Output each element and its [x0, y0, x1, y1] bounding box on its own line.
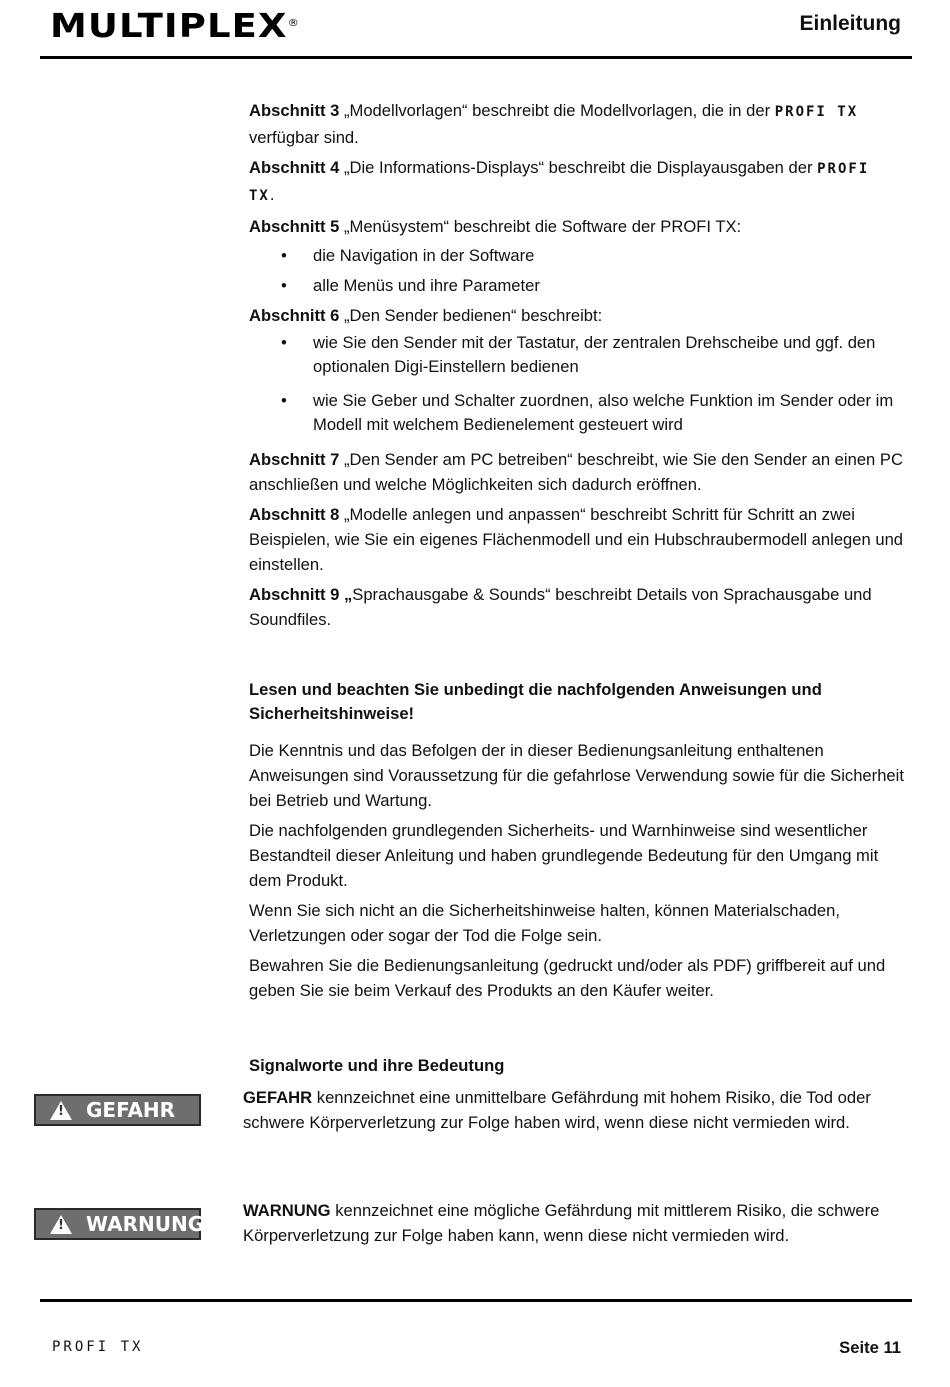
section-text: „Den Sender am PC betreiben“ beschreibt, wie Sie den Sender an einen PC anschließen und welche Möglichkeiten sich dadurch eröffnen.: [249, 450, 903, 494]
section-label: Abschnitt 5: [249, 217, 340, 236]
section-4: [249, 155, 904, 209]
safety-paragraph: Die nachfolgenden grundlegenden Sicherheits- und Warnhinweise sind wesentlicher Bestandteil dieser Anleitung und haben grundlegende Bedeutung für den Umgang mit dem Produkt.: [249, 821, 879, 890]
section-overview: [249, 98, 904, 1008]
gefahr-badge: [34, 1094, 201, 1126]
section-6: [249, 303, 904, 328]
safety-heading: Lesen und beachten Sie unbedingt die nachfolgenden Anweisungen und Sicherheitshinweise!: [249, 680, 822, 723]
section-text: „Modelle anlegen und anpassen“ beschreibt Schritt für Schritt an zwei Beispielen, wie Sie ein eigenes Flächenmodell und ein Hubschraubermodell anlegen und einstellen.: [249, 505, 904, 574]
footer-product: PROFI TX: [52, 1339, 144, 1355]
badge-label: GEFAHR: [86, 1098, 176, 1122]
logo-text: MULTIPLEX: [50, 6, 288, 45]
signal-word: GEFAHR: [243, 1088, 313, 1107]
registered-mark: ®: [287, 18, 300, 29]
section-text: Sprachausgabe & Sounds: [352, 585, 546, 604]
section-label: Abschnitt 3: [249, 101, 340, 120]
section-text-end: verfügbar sind.: [249, 128, 359, 147]
section-text: „Den Sender bedienen“ beschreibt:: [339, 306, 603, 325]
section-text: „Die Informations-Displays“ beschreibt die Displayausgaben der: [339, 158, 818, 177]
signal-text: kennzeichnet eine unmittelbare Gefährdung mit hohem Risiko, die Tod oder schwere Körperverletzung zur Folge haben wird, wenn diese nicht vermieden wird.: [243, 1088, 871, 1132]
safety-paragraph: Bewahren Sie die Bedienungsanleitung (gedruckt und/oder als PDF) griffbereit auf und geben Sie sie beim Verkauf des Produkts an den Käufer weiter.: [249, 956, 886, 1000]
section-text-end: .: [269, 185, 275, 204]
section-label: Abschnitt 7: [249, 450, 340, 469]
page-number: Seite 11: [839, 1338, 901, 1357]
page-title: Einleitung: [799, 12, 901, 35]
section-9: [249, 582, 904, 632]
brand-name: PROFI TX: [249, 161, 870, 204]
section-5-bullets: [249, 243, 904, 298]
list-item: • die Navigation in der Software: [249, 243, 904, 268]
section-label: Abschnitt 8: [249, 505, 340, 524]
section-label: Abschnitt 4: [249, 158, 340, 177]
header-rule: [40, 56, 912, 59]
gefahr-description: [243, 1085, 905, 1135]
safety-paragraph: Die Kenntnis und das Befolgen der in dieser Bedienungsanleitung enthaltenen Anweisungen sind Voraussetzung für die gefahrlose Verwendung sowie für die Sicherheit bei Betrieb und Wartung.: [249, 741, 904, 810]
section-label: Abschnitt 9 „: [249, 585, 353, 604]
list-item: • alle Menüs und ihre Parameter: [249, 273, 904, 298]
signal-text: kennzeichnet eine mögliche Gefährdung mit mittlerem Risiko, die schwere Körperverletzung zur Folge haben kann, wenn diese nicht vermieden wird.: [243, 1201, 880, 1245]
section-6-bullets: [249, 331, 904, 437]
signals-heading: Signalworte und ihre Bedeutung: [249, 1056, 505, 1075]
section-5: [249, 214, 904, 239]
footer-rule: [40, 1299, 912, 1302]
warnung-description: [243, 1198, 905, 1248]
signal-word: WARNUNG: [243, 1201, 331, 1220]
multiplex-logo: [50, 8, 300, 44]
warning-triangle-icon: !: [50, 1101, 72, 1120]
section-text: „Menüsystem“ beschreibt die Software der PROFI TX:: [339, 217, 742, 236]
list-item: • wie Sie den Sender mit der Tastatur, der zentralen Drehscheibe und ggf. den optionalen Digi-Einstellern bedienen: [249, 331, 904, 379]
warnung-badge: [34, 1208, 205, 1240]
brand-name: PROFI TX: [774, 104, 859, 120]
section-text: „Modellvorlagen“ beschreibt die Modellvorlagen, die in der: [339, 101, 775, 120]
safety-paragraph: Wenn Sie sich nicht an die Sicherheitshinweise halten, können Materialschaden, Verletzungen oder sogar der Tod die Folge sein.: [249, 901, 840, 945]
section-8: [249, 502, 904, 577]
list-item: • wie Sie Geber und Schalter zuordnen, also welche Funktion im Sender oder im Modell mit welchem Bedienelement gesteuert wird: [249, 389, 904, 437]
section-7: [249, 447, 904, 497]
section-3: [249, 98, 904, 150]
warning-triangle-icon: !: [50, 1215, 72, 1234]
badge-label: WARNUNG: [86, 1212, 205, 1236]
section-label: Abschnitt 6: [249, 306, 340, 325]
section-text-end: “ beschreibt Details von Sprachausgabe und Soundfiles.: [249, 585, 872, 629]
